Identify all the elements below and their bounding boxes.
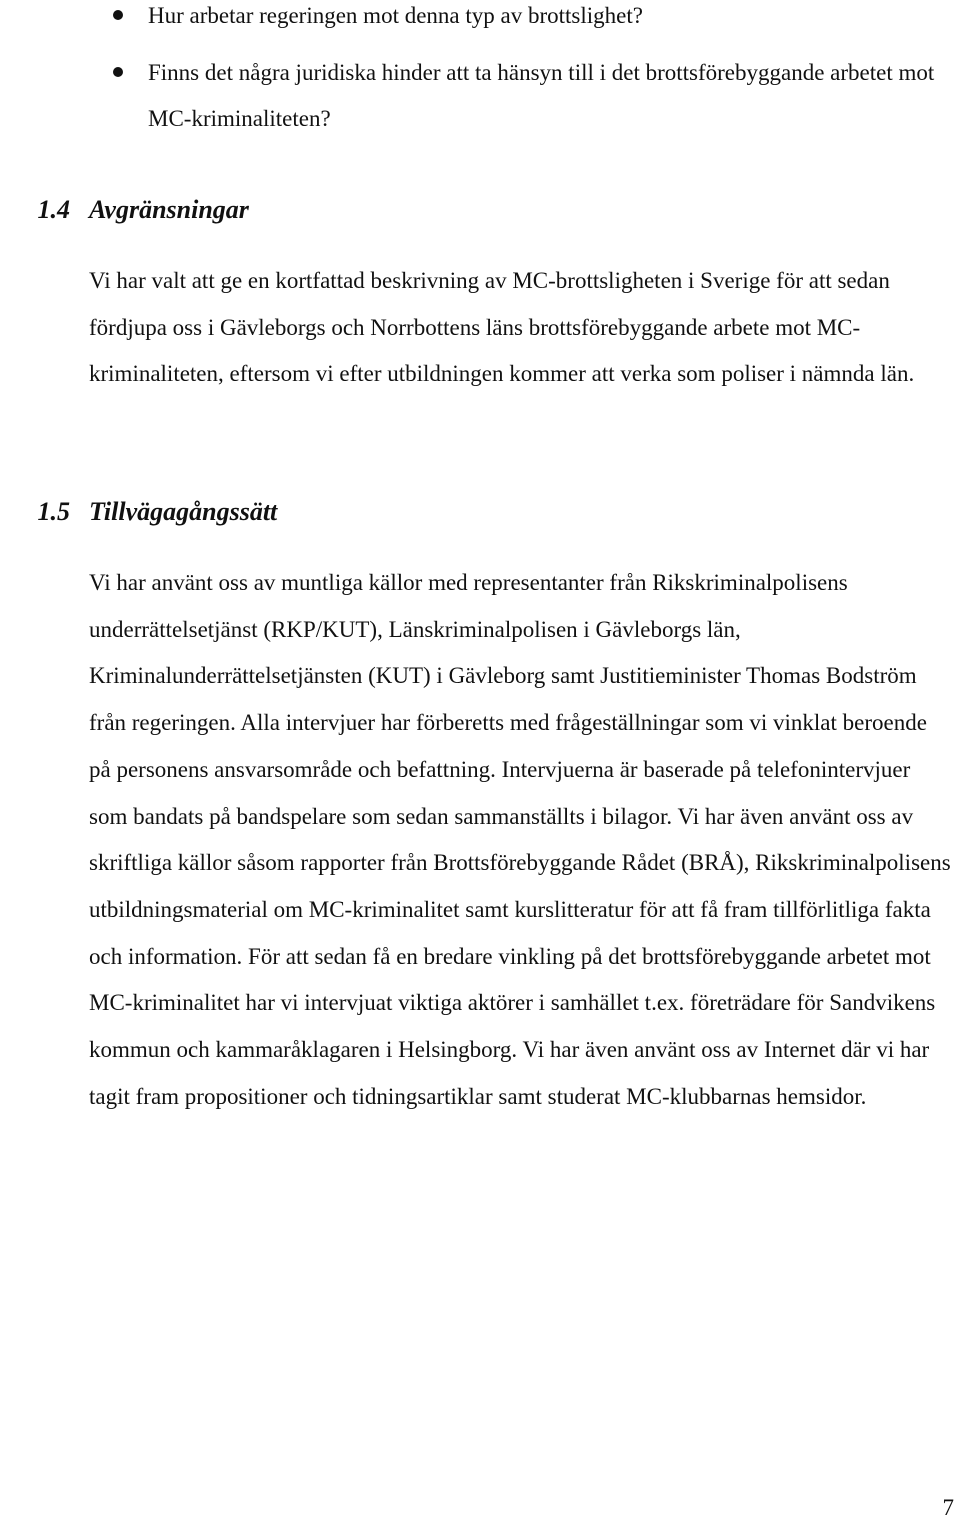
- page-number: 7: [942, 1495, 954, 1520]
- bullet-dot-icon: [113, 10, 123, 20]
- section-paragraph: Vi har använt oss av muntliga källor med representanter från Rikskriminalpolisens underrättelsetjänst (RKP/KUT), Länskriminalpolisen i Gävleborgs län, Kriminalunderrättelsetjänsten (KUT) i Gävleborg samt Justitieminister Thomas Bodström från regeringen. Alla intervjuer har förberetts med frågeställningar som vi vinklat beroende på personens ansvarsområde och befattning. Intervjuerna är baserade på telefonintervjuer som bandats på bandspelare som sedan sammanställts i bilagor. Vi har även använt oss av skriftliga källor såsom rapporter från Brottsförebyggande Rådet (BRÅ), Rikskriminalpolisens utbildningsmaterial om MC-kriminalitet samt kurslitteratur för att få fram tillförlitliga fakta och information. För att sedan få en bredare vinkling på det brottsförebyggande arbetet mot MC-kriminalitet har vi intervjuat viktiga aktörer i samhället t.ex. företrädare för Sandvikens kommun och kammaråklagaren i Helsingborg. Vi har även använt oss av Internet där vi har tagit fram propositioner och tidningsartiklar samt studerat MC-klubbarnas hemsidor.: [89, 570, 951, 1109]
- bullet-dot-icon: [113, 67, 123, 77]
- bullet-item: [0, 50, 960, 142]
- section-number: 1.5: [37, 497, 70, 526]
- section-number: 1.4: [37, 195, 70, 224]
- bullet-text: Finns det några juridiska hinder att ta hänsyn till i det brottsförebyggande arbetet mot MC-kriminaliteten?: [148, 60, 935, 131]
- section-title: Tillvägagångssätt: [89, 497, 278, 526]
- bullet-item: [0, 0, 960, 39]
- section-paragraph: Vi har valt att ge en kortfattad beskrivning av MC-brottsligheten i Sverige för att sedan fördjupa oss i Gävleborgs och Norrbottens läns brottsförebyggande arbete mot MC-kriminaliteten, eftersom vi efter utbildningen kommer att verka som poliser i nämnda län.: [89, 268, 915, 387]
- bullet-text: Hur arbetar regeringen mot denna typ av brottslighet?: [148, 3, 643, 28]
- section-title: Avgränsningar: [89, 195, 249, 224]
